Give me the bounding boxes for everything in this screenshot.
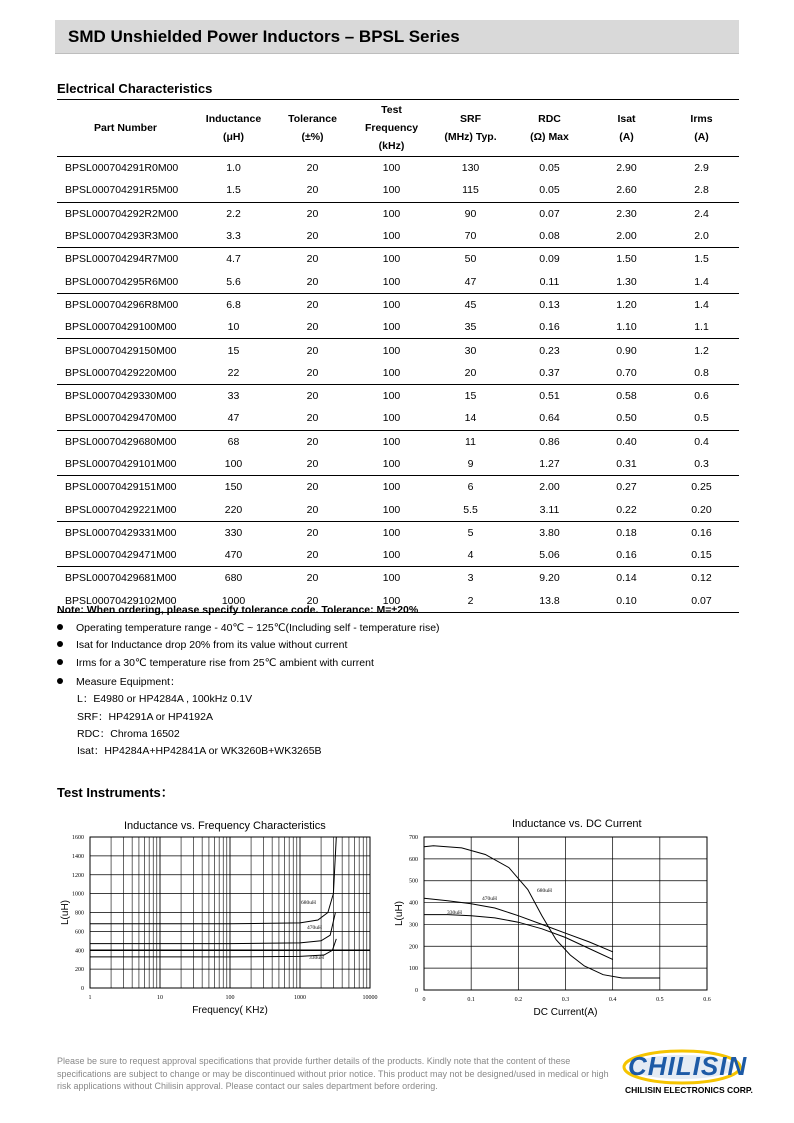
x-axis-label: DC Current(A)	[533, 1007, 598, 1018]
value-cell: 2	[431, 590, 510, 613]
value-cell: 1.30	[589, 270, 664, 293]
x-tick-label: 100	[225, 995, 235, 1001]
title-bar	[55, 20, 739, 54]
part-number-cell: BPSL00070429681M00	[65, 572, 177, 585]
value-cell: 0.86	[539, 435, 560, 448]
table-row	[57, 498, 739, 521]
value-cell: 22	[194, 362, 273, 385]
chart-inductance-vs-dc-current	[392, 832, 732, 1022]
value-cell: 1.50	[616, 253, 637, 266]
part-number-cell: BPSL000704291R0M00	[65, 162, 179, 175]
value-cell: 0.50	[589, 407, 664, 430]
x-tick-label: 0.1	[467, 997, 475, 1003]
value-cell: 0.70	[589, 362, 664, 385]
value-cell: 0.18	[616, 526, 637, 539]
value-cell: 0.23	[539, 344, 560, 357]
value-cell: 20	[273, 225, 352, 248]
value-cell: 20	[273, 316, 352, 339]
table-row	[57, 339, 739, 362]
y-tick-label: 600	[409, 856, 418, 863]
value-cell: 4.7	[226, 253, 241, 266]
bullet-isat: Isat for Inductance drop 20% from its value without current	[57, 639, 347, 651]
electrical-characteristics-title: Electrical Characteristics	[57, 81, 213, 96]
value-cell: 20	[273, 544, 352, 567]
value-cell: 0.64	[510, 407, 589, 430]
value-cell: 100	[194, 453, 273, 476]
value-cell: 0.51	[539, 390, 560, 403]
value-cell: 100	[382, 298, 401, 311]
part-number-cell: BPSL00070429151M00	[65, 481, 177, 494]
value-cell: 13.8	[510, 590, 589, 613]
value-cell: 100	[352, 407, 431, 430]
series-line-470uH	[90, 913, 335, 944]
header-cell: Inductance (μH)	[194, 100, 273, 157]
table-row	[57, 384, 739, 407]
y-tick-label: 700	[409, 835, 418, 841]
part-number-cell: BPSL00070429150M00	[65, 344, 177, 357]
table-row	[57, 407, 739, 430]
value-cell: 0.12	[691, 572, 712, 585]
table-header-row	[57, 100, 739, 157]
part-number-cell: BPSL000704294R7M00	[65, 253, 179, 266]
value-cell: 680	[224, 572, 243, 585]
value-cell: 2.4	[694, 207, 709, 220]
value-cell: 2.30	[616, 207, 637, 220]
value-cell: 20	[306, 390, 319, 403]
value-cell: 50	[464, 253, 477, 266]
part-number-cell: BPSL000704292R2M00	[65, 207, 179, 220]
series-label: 330uH	[447, 910, 462, 916]
table-row	[57, 453, 739, 476]
value-cell: 20	[306, 526, 319, 539]
series-label: 470uH	[482, 896, 497, 902]
table-row	[57, 157, 739, 180]
value-cell: 68	[227, 435, 240, 448]
test-instruments-title: Test Instruments：	[57, 785, 174, 800]
x-tick-label: 0.2	[514, 997, 523, 1003]
y-tick-label: 0	[81, 986, 84, 992]
table-row	[57, 202, 739, 225]
y-tick-label: 0	[415, 988, 418, 994]
value-cell: 1.4	[694, 298, 709, 311]
value-cell: 0.58	[616, 390, 637, 403]
value-cell: 0.07	[539, 207, 560, 220]
value-cell: 1.1	[664, 316, 739, 339]
table-row	[57, 521, 739, 544]
value-cell: 100	[382, 344, 401, 357]
table-row	[57, 225, 739, 248]
x-tick-label: 0.3	[561, 997, 570, 1003]
value-cell: 10	[194, 316, 273, 339]
y-tick-label: 800	[75, 910, 84, 917]
value-cell: 20	[306, 253, 319, 266]
value-cell: 1.27	[510, 453, 589, 476]
value-cell: 20	[273, 590, 352, 613]
x-axis-label: Frequency( KHz)	[192, 1005, 268, 1016]
value-cell: 20	[306, 298, 319, 311]
bullet-dot-icon	[57, 659, 63, 665]
y-tick-label: 1600	[72, 835, 84, 841]
value-cell: 0.20	[664, 498, 739, 521]
y-axis-label: L(uH)	[394, 900, 405, 927]
value-cell: 100	[352, 544, 431, 567]
y-tick-label: 1000	[72, 891, 84, 898]
bullet-operating-temp: Operating temperature range - 40℃ ~ 125℃(Including self - temperature rise)	[57, 622, 440, 634]
value-cell: 0.07	[664, 590, 739, 613]
x-tick-label: 0.5	[656, 997, 664, 1003]
value-cell: 220	[194, 498, 273, 521]
bullet-irms: Irms for a 30℃ temperature rise from 25℃ ambient with current	[57, 657, 374, 669]
value-cell: 0.14	[616, 572, 637, 585]
x-tick-label: 10000	[362, 995, 378, 1001]
value-cell: 100	[382, 435, 401, 448]
value-cell: 9	[431, 453, 510, 476]
table-row	[57, 476, 739, 499]
value-cell: 3	[467, 572, 474, 585]
value-cell: 1.5	[194, 179, 273, 202]
y-tick-label: 1400	[72, 853, 84, 860]
part-number-cell: BPSL00070429220M00	[57, 362, 194, 385]
value-cell: 470	[194, 544, 273, 567]
value-cell: 47	[194, 407, 273, 430]
equipment-srf: SRF：HP4291A or HP4192A	[77, 711, 213, 723]
header-cell: RDC (Ω) Max	[510, 100, 589, 157]
value-cell: 20	[306, 344, 319, 357]
bullet-dot-icon	[57, 641, 63, 647]
x-tick-label: 10	[157, 995, 163, 1001]
series-label: 470uH	[307, 925, 322, 931]
value-cell: 5.06	[510, 544, 589, 567]
value-cell: 20	[306, 435, 319, 448]
logo-company-name: CHILISIN ELECTRONICS CORP.	[625, 1085, 753, 1095]
y-tick-label: 600	[75, 929, 84, 936]
value-cell: 20	[306, 207, 319, 220]
table-row	[57, 362, 739, 385]
part-number-cell: BPSL00070429471M00	[57, 544, 194, 567]
value-cell: 1000	[194, 590, 273, 613]
part-number-cell: BPSL000704296R8M00	[65, 298, 179, 311]
value-cell: 100	[352, 590, 431, 613]
table-row	[57, 567, 739, 590]
table-row	[57, 293, 739, 316]
value-cell: 0.16	[510, 316, 589, 339]
value-cell: 0.4	[694, 435, 709, 448]
value-cell: 130	[461, 162, 480, 175]
series-line-680uH	[90, 837, 336, 924]
value-cell: 20	[273, 179, 352, 202]
equipment-l: L：E4980 or HP4284A , 100kHz 0.1V	[77, 693, 253, 705]
value-cell: 0.16	[691, 526, 712, 539]
bullet-dot-icon	[57, 624, 63, 630]
footer-disclaimer: Please be sure to request approval specifications that provide further details of the products. Kindly note that the content of these specifications are subject to change or may be discontinued without prior notice. This product may not be designed/used in medical or high risk applications without Chilisin approval. Please contact our sales department before ordering.	[57, 1056, 609, 1091]
series-label: 680uH	[537, 888, 552, 894]
value-cell: 20	[306, 162, 319, 175]
value-cell: 2.9	[694, 162, 709, 175]
equipment-isat: Isat：HP4284A+HP42841A or WK3260B+WK3265B	[77, 745, 322, 757]
equipment-rdc: RDC：Chroma 16502	[77, 728, 180, 740]
value-cell: 100	[382, 572, 401, 585]
series-label: 680uH	[301, 900, 316, 906]
value-cell: 100	[382, 390, 401, 403]
value-cell: 0.5	[664, 407, 739, 430]
value-cell: 90	[464, 207, 477, 220]
value-cell: 0.11	[510, 270, 589, 293]
value-cell: 150	[224, 481, 243, 494]
part-number-cell: BPSL00070429101M00	[57, 453, 194, 476]
value-cell: 30	[464, 344, 477, 357]
part-number-cell: BPSL00070429102M00	[57, 590, 194, 613]
value-cell: 2.60	[589, 179, 664, 202]
header-cell: Test Frequency (kHz)	[352, 100, 431, 157]
table-row	[57, 430, 739, 453]
table-row	[57, 248, 739, 271]
part-number-cell: BPSL000704295R6M00	[57, 270, 194, 293]
value-cell: 6	[467, 481, 474, 494]
value-cell: 100	[352, 498, 431, 521]
value-cell: 100	[352, 362, 431, 385]
table-row	[57, 179, 739, 202]
value-cell: 5.6	[194, 270, 273, 293]
value-cell: 3.3	[194, 225, 273, 248]
y-tick-label: 300	[409, 922, 418, 929]
value-cell: 0.05	[510, 179, 589, 202]
value-cell: 2.8	[664, 179, 739, 202]
value-cell: 1.2	[694, 344, 709, 357]
table-row	[57, 544, 739, 567]
value-cell: 100	[382, 253, 401, 266]
value-cell: 5.5	[431, 498, 510, 521]
y-tick-label: 500	[409, 878, 418, 885]
bullet-dot-icon	[57, 678, 63, 684]
header-cell: Irms (A)	[664, 100, 739, 157]
header-cell: Isat (A)	[589, 100, 664, 157]
value-cell: 15	[227, 344, 240, 357]
value-cell: 1.0	[226, 162, 241, 175]
value-cell: 20	[306, 481, 319, 494]
y-axis-label: L(uH)	[60, 899, 71, 926]
chart-freq-title: Inductance vs. Frequency Characteristics	[124, 820, 326, 832]
value-cell: 20	[273, 362, 352, 385]
value-cell: 2.90	[616, 162, 637, 175]
part-number-cell: BPSL00070429221M00	[57, 498, 194, 521]
value-cell: 45	[464, 298, 477, 311]
value-cell: 20	[273, 498, 352, 521]
part-number-cell: BPSL00070429100M00	[57, 316, 194, 339]
value-cell: 330	[224, 526, 243, 539]
table-row	[57, 316, 739, 339]
value-cell: 20	[273, 270, 352, 293]
x-tick-label: 0.6	[703, 997, 711, 1003]
y-tick-label: 400	[409, 900, 418, 907]
value-cell: 0.90	[616, 344, 637, 357]
header-cell: Part Number	[57, 100, 194, 157]
value-cell: 100	[352, 225, 431, 248]
series-label: 330uH	[309, 955, 324, 961]
value-cell: 0.13	[539, 298, 560, 311]
y-tick-label: 200	[409, 944, 418, 951]
value-cell: 100	[352, 270, 431, 293]
x-tick-label: 0	[422, 997, 426, 1003]
y-tick-label: 200	[75, 967, 84, 974]
value-cell: 0.8	[664, 362, 739, 385]
value-cell: 3.80	[539, 526, 560, 539]
part-number-cell: BPSL00070429331M00	[65, 526, 177, 539]
value-cell: 0.27	[616, 481, 637, 494]
value-cell: 0.25	[691, 481, 712, 494]
value-cell: 0.31	[589, 453, 664, 476]
value-cell: 100	[352, 453, 431, 476]
value-cell: 15	[464, 390, 477, 403]
value-cell: 0.10	[589, 590, 664, 613]
page-title: SMD Unshielded Power Inductors – BPSL Series	[68, 27, 460, 46]
value-cell: 4	[431, 544, 510, 567]
part-number-cell: BPSL000704293R3M00	[57, 225, 194, 248]
value-cell: 0.3	[664, 453, 739, 476]
value-cell: 1.10	[589, 316, 664, 339]
value-cell: 0.40	[616, 435, 637, 448]
value-cell: 0.08	[510, 225, 589, 248]
value-cell: 20	[431, 362, 510, 385]
value-cell: 100	[382, 481, 401, 494]
value-cell: 47	[431, 270, 510, 293]
value-cell: 14	[431, 407, 510, 430]
part-number-cell: BPSL00070429330M00	[65, 390, 177, 403]
value-cell: 1.4	[664, 270, 739, 293]
value-cell: 20	[273, 407, 352, 430]
value-cell: 0.05	[539, 162, 560, 175]
value-cell: 0.37	[510, 362, 589, 385]
value-cell: 100	[382, 207, 401, 220]
part-number-cell: BPSL000704291R5M00	[57, 179, 194, 202]
chart-inductance-vs-frequency	[58, 832, 388, 1022]
y-tick-label: 1200	[72, 872, 84, 879]
value-cell: 100	[382, 526, 401, 539]
value-cell: 2.2	[226, 207, 241, 220]
value-cell: 9.20	[539, 572, 560, 585]
value-cell: 1.20	[616, 298, 637, 311]
value-cell: 2.0	[664, 225, 739, 248]
value-cell: 20	[306, 572, 319, 585]
value-cell: 100	[382, 162, 401, 175]
value-cell: 115	[431, 179, 510, 202]
part-number-cell: BPSL00070429470M00	[57, 407, 194, 430]
value-cell: 0.16	[589, 544, 664, 567]
header-cell: Tolerance (±%)	[273, 100, 352, 157]
value-cell: 0.6	[694, 390, 709, 403]
logo-wordmark: CHILISIN	[628, 1051, 748, 1081]
value-cell: 70	[431, 225, 510, 248]
y-tick-label: 400	[75, 948, 84, 955]
value-cell: 2.00	[539, 481, 560, 494]
table-row	[57, 270, 739, 293]
chart-dc-title: Inductance vs. DC Current	[512, 818, 642, 830]
value-cell: 2.00	[589, 225, 664, 248]
value-cell: 5	[467, 526, 474, 539]
bullet-measure-equipment: Measure Equipment：	[57, 674, 180, 689]
ordering-note: Note: When ordering, please specify tolerance code. Tolerance: M=±20%	[57, 604, 419, 616]
value-cell: 100	[352, 179, 431, 202]
y-tick-label: 100	[409, 966, 418, 973]
series-line-330uH	[90, 939, 336, 957]
header-cell: SRF (MHz) Typ.	[431, 100, 510, 157]
value-cell: 20	[273, 453, 352, 476]
value-cell: 35	[431, 316, 510, 339]
value-cell: 1.5	[694, 253, 709, 266]
value-cell: 100	[352, 316, 431, 339]
value-cell: 3.11	[510, 498, 589, 521]
x-tick-label: 0.4	[608, 997, 617, 1003]
electrical-characteristics-table	[57, 99, 739, 613]
value-cell: 6.8	[226, 298, 241, 311]
part-number-cell: BPSL00070429680M00	[65, 435, 177, 448]
value-cell: 0.09	[539, 253, 560, 266]
value-cell: 33	[227, 390, 240, 403]
x-tick-label: 1	[88, 995, 92, 1001]
value-cell: 0.15	[664, 544, 739, 567]
value-cell: 11	[465, 435, 476, 448]
x-tick-label: 1000	[294, 995, 306, 1001]
value-cell: 0.22	[589, 498, 664, 521]
